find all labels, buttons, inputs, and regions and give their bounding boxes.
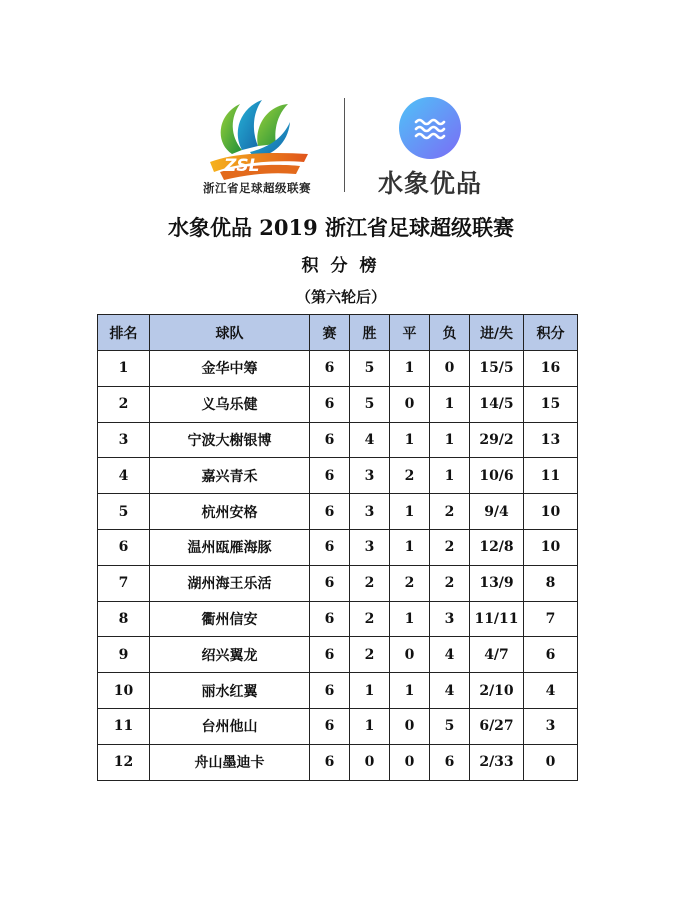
cell-lost: 1 bbox=[430, 386, 470, 422]
cell-drawn: 1 bbox=[390, 422, 430, 458]
cell-drawn: 1 bbox=[390, 673, 430, 709]
cell-drawn: 1 bbox=[390, 529, 430, 565]
cell-won: 5 bbox=[350, 386, 390, 422]
header-rank: 排名 bbox=[98, 315, 150, 351]
cell-points: 15 bbox=[524, 386, 578, 422]
cell-rank: 9 bbox=[98, 637, 150, 673]
cell-points: 10 bbox=[524, 494, 578, 530]
cell-goals: 2/33 bbox=[470, 744, 524, 780]
cell-played: 6 bbox=[310, 458, 350, 494]
cell-drawn: 1 bbox=[390, 601, 430, 637]
cell-team: 嘉兴青禾 bbox=[150, 458, 310, 494]
cell-rank: 6 bbox=[98, 529, 150, 565]
cell-lost: 1 bbox=[430, 458, 470, 494]
header-played: 赛 bbox=[310, 315, 350, 351]
cell-won: 0 bbox=[350, 744, 390, 780]
table-row bbox=[98, 637, 578, 673]
cell-points: 3 bbox=[524, 708, 578, 744]
cell-points: 13 bbox=[524, 422, 578, 458]
cell-played: 6 bbox=[310, 673, 350, 709]
cell-points: 16 bbox=[524, 351, 578, 387]
water-wave-logo-icon bbox=[398, 96, 462, 160]
cell-won: 3 bbox=[350, 529, 390, 565]
zsl-mark-text: ZSL bbox=[224, 156, 260, 176]
cell-won: 2 bbox=[350, 637, 390, 673]
cell-played: 6 bbox=[310, 386, 350, 422]
table-row bbox=[98, 458, 578, 494]
cell-won: 2 bbox=[350, 565, 390, 601]
cell-team: 杭州安格 bbox=[150, 494, 310, 530]
cell-lost: 6 bbox=[430, 744, 470, 780]
cell-rank: 1 bbox=[98, 351, 150, 387]
cell-team: 衢州信安 bbox=[150, 601, 310, 637]
page-subtitle: 积分榜 bbox=[301, 256, 389, 276]
table-row bbox=[98, 708, 578, 744]
cell-rank: 7 bbox=[98, 565, 150, 601]
cell-drawn: 0 bbox=[390, 744, 430, 780]
cell-played: 6 bbox=[310, 744, 350, 780]
cell-team: 绍兴翼龙 bbox=[150, 637, 310, 673]
header-lost: 负 bbox=[430, 315, 470, 351]
cell-drawn: 0 bbox=[390, 637, 430, 673]
cell-points: 11 bbox=[524, 458, 578, 494]
cell-points: 0 bbox=[524, 744, 578, 780]
table-row bbox=[98, 673, 578, 709]
header-team: 球队 bbox=[150, 315, 310, 351]
cell-goals: 14/5 bbox=[470, 386, 524, 422]
table-row bbox=[98, 386, 578, 422]
cell-lost: 1 bbox=[430, 422, 470, 458]
table-row bbox=[98, 744, 578, 780]
cell-rank: 4 bbox=[98, 458, 150, 494]
cell-team: 宁波大榭银博 bbox=[150, 422, 310, 458]
cell-lost: 4 bbox=[430, 637, 470, 673]
cell-won: 5 bbox=[350, 351, 390, 387]
cell-goals: 13/9 bbox=[470, 565, 524, 601]
cell-points: 6 bbox=[524, 637, 578, 673]
cell-rank: 12 bbox=[98, 744, 150, 780]
cell-lost: 3 bbox=[430, 601, 470, 637]
cell-rank: 3 bbox=[98, 422, 150, 458]
header-goals: 进/失 bbox=[470, 315, 524, 351]
cell-won: 1 bbox=[350, 708, 390, 744]
cell-team: 湖州海王乐活 bbox=[150, 565, 310, 601]
cell-played: 6 bbox=[310, 708, 350, 744]
cell-points: 4 bbox=[524, 673, 578, 709]
cell-rank: 8 bbox=[98, 601, 150, 637]
cell-team: 丽水红翼 bbox=[150, 673, 310, 709]
cell-lost: 2 bbox=[430, 565, 470, 601]
header-drawn: 平 bbox=[390, 315, 430, 351]
cell-played: 6 bbox=[310, 529, 350, 565]
cell-goals: 15/5 bbox=[470, 351, 524, 387]
cell-points: 10 bbox=[524, 529, 578, 565]
logo-divider bbox=[344, 98, 345, 192]
cell-won: 1 bbox=[350, 673, 390, 709]
cell-won: 2 bbox=[350, 601, 390, 637]
table-row bbox=[98, 422, 578, 458]
cell-lost: 2 bbox=[430, 529, 470, 565]
cell-goals: 2/10 bbox=[470, 673, 524, 709]
sponsor-caption: 水象优品 bbox=[377, 169, 482, 198]
cell-rank: 11 bbox=[98, 708, 150, 744]
cell-points: 8 bbox=[524, 565, 578, 601]
round-label: （第六轮后） bbox=[295, 288, 386, 306]
cell-goals: 29/2 bbox=[470, 422, 524, 458]
cell-goals: 6/27 bbox=[470, 708, 524, 744]
cell-drawn: 1 bbox=[390, 351, 430, 387]
cell-rank: 5 bbox=[98, 494, 150, 530]
cell-goals: 9/4 bbox=[470, 494, 524, 530]
cell-lost: 5 bbox=[430, 708, 470, 744]
table-row bbox=[98, 601, 578, 637]
cell-team: 金华中筹 bbox=[150, 351, 310, 387]
cell-played: 6 bbox=[310, 422, 350, 458]
table-row bbox=[98, 351, 578, 387]
cell-won: 3 bbox=[350, 494, 390, 530]
cell-lost: 0 bbox=[430, 351, 470, 387]
table-row bbox=[98, 494, 578, 530]
cell-drawn: 0 bbox=[390, 386, 430, 422]
header-points: 积分 bbox=[524, 315, 578, 351]
table-row bbox=[98, 529, 578, 565]
cell-lost: 2 bbox=[430, 494, 470, 530]
cell-team: 义乌乐健 bbox=[150, 386, 310, 422]
cell-drawn: 2 bbox=[390, 565, 430, 601]
cell-rank: 10 bbox=[98, 673, 150, 709]
cell-team: 舟山墨迪卡 bbox=[150, 744, 310, 780]
cell-lost: 4 bbox=[430, 673, 470, 709]
cell-goals: 10/6 bbox=[470, 458, 524, 494]
cell-goals: 11/11 bbox=[470, 601, 524, 637]
cell-won: 3 bbox=[350, 458, 390, 494]
cell-played: 6 bbox=[310, 351, 350, 387]
cell-team: 温州瓯雁海豚 bbox=[150, 529, 310, 565]
cell-drawn: 2 bbox=[390, 458, 430, 494]
standings-table bbox=[97, 314, 578, 781]
zsl-caption: 浙江省足球超级联赛 bbox=[203, 181, 311, 195]
cell-team: 台州他山 bbox=[150, 708, 310, 744]
header-won: 胜 bbox=[350, 315, 390, 351]
cell-rank: 2 bbox=[98, 386, 150, 422]
cell-won: 4 bbox=[350, 422, 390, 458]
cell-played: 6 bbox=[310, 494, 350, 530]
standings-body bbox=[98, 351, 578, 781]
cell-points: 7 bbox=[524, 601, 578, 637]
table-header-row bbox=[98, 315, 578, 351]
cell-goals: 12/8 bbox=[470, 529, 524, 565]
cell-drawn: 1 bbox=[390, 494, 430, 530]
cell-played: 6 bbox=[310, 601, 350, 637]
cell-played: 6 bbox=[310, 565, 350, 601]
cell-played: 6 bbox=[310, 637, 350, 673]
cell-goals: 4/7 bbox=[470, 637, 524, 673]
table-row bbox=[98, 565, 578, 601]
page-title: 水象优品 2019 浙江省足球超级联赛 bbox=[167, 215, 515, 240]
cell-drawn: 0 bbox=[390, 708, 430, 744]
